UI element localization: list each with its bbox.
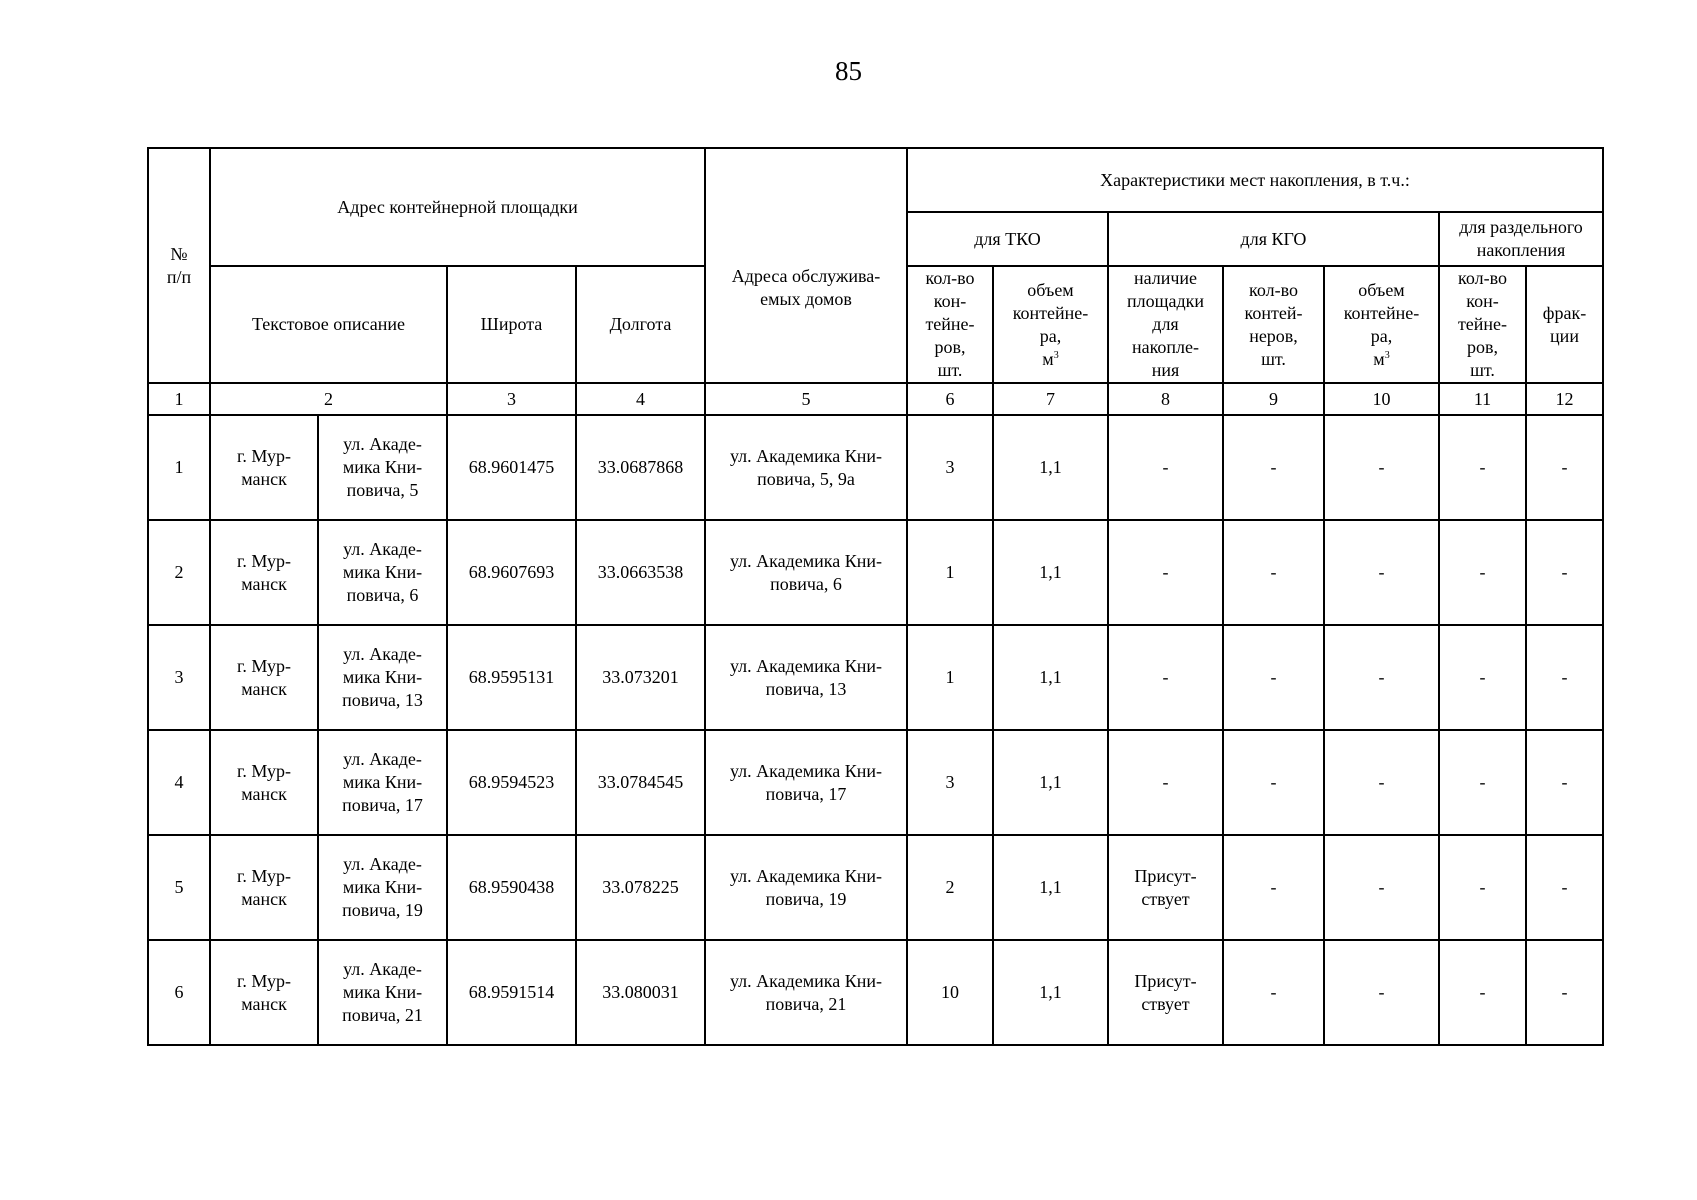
longitude-cell: 33.073201 <box>576 625 705 730</box>
separate-count-cell: - <box>1439 940 1526 1045</box>
fractions-cell: - <box>1526 625 1603 730</box>
row-number: 5 <box>148 835 210 940</box>
city-cell-line: г. Мур- <box>237 970 291 991</box>
kgo-volume-cell: - <box>1324 730 1439 835</box>
header-text-line: кон- <box>1466 291 1499 311</box>
kgo-site-cell-line: - <box>1162 667 1169 687</box>
header-text-line: п/п <box>166 266 192 287</box>
street-cell-line: повича, 19 <box>342 900 423 920</box>
tko-volume-cell: 1,1 <box>993 835 1108 940</box>
column-number: 7 <box>993 383 1108 415</box>
tko-count-cell: 3 <box>907 730 993 835</box>
served-houses-cell-line: повича, 19 <box>765 888 847 909</box>
city-cell-line: г. Мур- <box>237 550 291 571</box>
kgo-site-cell-line: - <box>1162 562 1169 582</box>
column-number: 4 <box>576 383 705 415</box>
column-number: 8 <box>1108 383 1223 415</box>
kgo-site-cell-line: Присут- <box>1134 970 1197 991</box>
header-text-line: контей- <box>1244 302 1303 323</box>
kgo-count-cell: - <box>1223 940 1324 1045</box>
header-text-line: ра, <box>1039 325 1062 346</box>
served-houses-cell <box>705 730 907 835</box>
kgo-volume-cell: - <box>1324 625 1439 730</box>
served-houses-cell <box>705 520 907 625</box>
city-cell-line: манск <box>241 993 287 1014</box>
tko-count-cell: 1 <box>907 520 993 625</box>
served-houses-cell-line: повича, 13 <box>765 678 847 699</box>
kgo-count-cell: - <box>1223 520 1324 625</box>
header-text-line: объем <box>1358 279 1405 300</box>
column-number: 5 <box>705 383 907 415</box>
street-cell <box>318 940 447 1045</box>
header-longitude: Долгота <box>576 266 705 383</box>
latitude-cell: 68.9591514 <box>447 940 576 1045</box>
header-text-line: тейне- <box>1457 314 1508 334</box>
kgo-count-cell: - <box>1223 730 1324 835</box>
header-text-line: для <box>1152 314 1179 334</box>
served-houses-cell-line: ул. Академика Кни- <box>729 655 883 676</box>
header-characteristics: Характеристики мест накопления, в т.ч.: <box>907 148 1603 212</box>
served-houses-cell <box>705 625 907 730</box>
column-number: 6 <box>907 383 993 415</box>
separate-count-cell: - <box>1439 625 1526 730</box>
served-houses-cell-line: ул. Академика Кни- <box>729 445 883 466</box>
header-num <box>148 148 210 383</box>
kgo-site-cell-line: - <box>1162 772 1169 792</box>
kgo-site-cell <box>1108 835 1223 940</box>
tko-count-cell: 2 <box>907 835 993 940</box>
row-number: 2 <box>148 520 210 625</box>
container-sites-table <box>147 147 1604 1046</box>
header-text-line: тейне- <box>925 314 975 334</box>
street-cell <box>318 520 447 625</box>
street-cell <box>318 730 447 835</box>
tko-count-cell: 1 <box>907 625 993 730</box>
header-text-line: для раздельного <box>1459 217 1583 237</box>
header-text-line: № <box>170 243 188 264</box>
city-cell <box>210 625 318 730</box>
city-cell-line: манск <box>241 888 287 909</box>
city-cell-line: манск <box>241 783 287 804</box>
fractions-cell: - <box>1526 940 1603 1045</box>
street-cell-line: ул. Акаде- <box>343 434 422 454</box>
street-cell-line: мика Кни- <box>342 457 423 477</box>
header-text-line: кон- <box>933 291 967 311</box>
street-cell <box>318 835 447 940</box>
tko-volume-cell: 1,1 <box>993 730 1108 835</box>
separate-count-cell: - <box>1439 835 1526 940</box>
city-cell-line: г. Мур- <box>237 445 291 466</box>
street-cell-line: повича, 13 <box>342 690 423 710</box>
city-cell-line: г. Мур- <box>237 760 291 781</box>
header-text-line: площадки <box>1126 291 1204 311</box>
header-text-line: наличие <box>1133 268 1198 288</box>
kgo-count-cell: - <box>1223 625 1324 730</box>
header-kgo-site <box>1108 266 1223 383</box>
column-number: 3 <box>447 383 576 415</box>
longitude-cell: 33.0663538 <box>576 520 705 625</box>
served-houses-cell-line: ул. Академика Кни- <box>729 865 883 886</box>
kgo-site-cell <box>1108 730 1223 835</box>
street-cell-line: ул. Акаде- <box>343 959 422 979</box>
street-cell-line: мика Кни- <box>342 877 423 897</box>
longitude-cell: 33.0687868 <box>576 415 705 520</box>
header-text-line: ров, <box>1467 337 1498 357</box>
kgo-site-cell-line: - <box>1162 457 1169 477</box>
served-houses-cell <box>705 415 907 520</box>
header-text-line: Адреса обслужива- <box>731 266 881 286</box>
fractions-cell: - <box>1526 415 1603 520</box>
table-row <box>148 415 1603 520</box>
kgo-site-cell <box>1108 625 1223 730</box>
latitude-cell: 68.9590438 <box>447 835 576 940</box>
header-tko-volume-unit: м <box>1042 348 1054 369</box>
city-cell <box>210 835 318 940</box>
header-separate-fractions <box>1526 266 1603 383</box>
header-tko: для ТКО <box>907 212 1108 266</box>
street-cell-line: повича, 17 <box>342 795 423 815</box>
tko-volume-cell: 1,1 <box>993 940 1108 1045</box>
longitude-cell: 33.078225 <box>576 835 705 940</box>
kgo-volume-cell: - <box>1324 940 1439 1045</box>
street-cell <box>318 625 447 730</box>
header-text-line: ра, <box>1370 325 1393 346</box>
row-number: 1 <box>148 415 210 520</box>
street-cell-line: мика Кни- <box>342 667 423 687</box>
kgo-site-cell-line: ствует <box>1141 888 1190 909</box>
city-cell-line: манск <box>241 573 287 594</box>
street-cell-line: ул. Акаде- <box>343 749 422 769</box>
served-houses-cell-line: повича, 21 <box>765 993 847 1014</box>
header-text-line: шт. <box>937 360 963 380</box>
header-kgo-volume-unit: м <box>1373 348 1385 369</box>
row-number: 4 <box>148 730 210 835</box>
street-cell-line: ул. Акаде- <box>343 854 422 874</box>
tko-count-cell: 10 <box>907 940 993 1045</box>
header-text-line: накопления <box>1476 240 1566 260</box>
column-number: 1 <box>148 383 210 415</box>
header-text-line: ния <box>1151 360 1180 380</box>
city-cell-line: г. Мур- <box>237 865 291 886</box>
header-text-line: контейне- <box>1343 302 1420 323</box>
fractions-cell: - <box>1526 835 1603 940</box>
tko-count-cell: 3 <box>907 415 993 520</box>
fractions-cell: - <box>1526 730 1603 835</box>
kgo-site-cell <box>1108 415 1223 520</box>
served-houses-cell-line: повича, 17 <box>765 783 847 804</box>
separate-count-cell: - <box>1439 520 1526 625</box>
header-text-line: кол-во <box>1458 268 1507 288</box>
table-row <box>148 520 1603 625</box>
served-houses-cell-line: ул. Академика Кни- <box>729 550 883 571</box>
page-number: 85 <box>835 56 862 86</box>
kgo-volume-cell: - <box>1324 835 1439 940</box>
header-text-description: Текстовое описание <box>210 266 447 383</box>
row-number: 3 <box>148 625 210 730</box>
column-number: 9 <box>1223 383 1324 415</box>
kgo-site-cell-line: Присут- <box>1134 865 1197 886</box>
city-cell-line: г. Мур- <box>237 655 291 676</box>
header-text-line: накопле- <box>1131 337 1200 357</box>
column-number-row <box>148 383 1603 415</box>
header-text-line: контейне- <box>1012 302 1089 323</box>
header-address-group: Адрес контейнерной площадки <box>210 148 705 266</box>
served-houses-cell-line: повича, 6 <box>770 573 842 594</box>
longitude-cell: 33.0784545 <box>576 730 705 835</box>
table-row <box>148 730 1603 835</box>
latitude-cell: 68.9594523 <box>447 730 576 835</box>
served-houses-cell <box>705 940 907 1045</box>
street-cell-line: мика Кни- <box>342 772 423 792</box>
header-served-houses <box>705 148 907 383</box>
column-number: 2 <box>210 383 447 415</box>
header-text-line: кол-во <box>1249 279 1298 300</box>
header-text-line: ров, <box>934 337 966 357</box>
header-text-line: шт. <box>1470 360 1495 380</box>
city-cell <box>210 730 318 835</box>
latitude-cell: 68.9595131 <box>447 625 576 730</box>
kgo-count-cell: - <box>1223 415 1324 520</box>
street-cell-line: повича, 5 <box>346 480 419 500</box>
header-kgo: для КГО <box>1108 212 1439 266</box>
column-number: 12 <box>1526 383 1603 415</box>
street-cell-line: мика Кни- <box>342 982 423 1002</box>
city-cell <box>210 415 318 520</box>
kgo-count-cell: - <box>1223 835 1324 940</box>
column-number: 10 <box>1324 383 1439 415</box>
street-cell-line: ул. Акаде- <box>343 644 422 664</box>
header-kgo-volume: объем контейне- ра, $м^3$ <box>1324 266 1439 383</box>
kgo-volume-cell: - <box>1324 520 1439 625</box>
separate-count-cell: - <box>1439 730 1526 835</box>
column-number: 11 <box>1439 383 1526 415</box>
served-houses-cell <box>705 835 907 940</box>
header-tko-volume: объем контейне- ра, $м^3$ <box>993 266 1108 383</box>
city-cell <box>210 520 318 625</box>
tko-volume-cell: 1,1 <box>993 625 1108 730</box>
latitude-cell: 68.9601475 <box>447 415 576 520</box>
served-houses-cell-line: повича, 5, 9а <box>757 468 855 489</box>
row-number: 6 <box>148 940 210 1045</box>
longitude-cell: 33.080031 <box>576 940 705 1045</box>
served-houses-cell-line: ул. Академика Кни- <box>729 970 883 991</box>
tko-volume-cell: 1,1 <box>993 415 1108 520</box>
kgo-site-cell-line: ствует <box>1141 993 1190 1014</box>
city-cell <box>210 940 318 1045</box>
header-separate-count <box>1439 266 1526 383</box>
kgo-site-cell <box>1108 520 1223 625</box>
header-text-line: кол-во <box>925 268 975 288</box>
header-text-line: объем <box>1027 279 1074 300</box>
city-cell-line: манск <box>241 468 287 489</box>
tko-volume-cell: 1,1 <box>993 520 1108 625</box>
header-text-line: фрак- <box>1542 302 1587 323</box>
separate-count-cell: - <box>1439 415 1526 520</box>
header-separate <box>1439 212 1603 266</box>
header-latitude: Широта <box>447 266 576 383</box>
table-row <box>148 625 1603 730</box>
header-text-line: шт. <box>1261 348 1286 369</box>
city-cell-line: манск <box>241 678 287 699</box>
kgo-volume-cell: - <box>1324 415 1439 520</box>
fractions-cell: - <box>1526 520 1603 625</box>
header-text-line: неров, <box>1249 325 1298 346</box>
table-row <box>148 940 1603 1045</box>
street-cell-line: мика Кни- <box>342 562 423 582</box>
street-cell-line: ул. Акаде- <box>343 539 422 559</box>
header-text-line: ции <box>1550 325 1579 346</box>
latitude-cell: 68.9607693 <box>447 520 576 625</box>
table-row <box>148 835 1603 940</box>
street-cell-line: повича, 6 <box>346 585 419 605</box>
street-cell <box>318 415 447 520</box>
street-cell-line: повича, 21 <box>342 1005 423 1025</box>
kgo-site-cell <box>1108 940 1223 1045</box>
header-tko-count <box>907 266 993 383</box>
header-text-line: емых домов <box>760 289 852 309</box>
header-kgo-count <box>1223 266 1324 383</box>
served-houses-cell-line: ул. Академика Кни- <box>729 760 883 781</box>
